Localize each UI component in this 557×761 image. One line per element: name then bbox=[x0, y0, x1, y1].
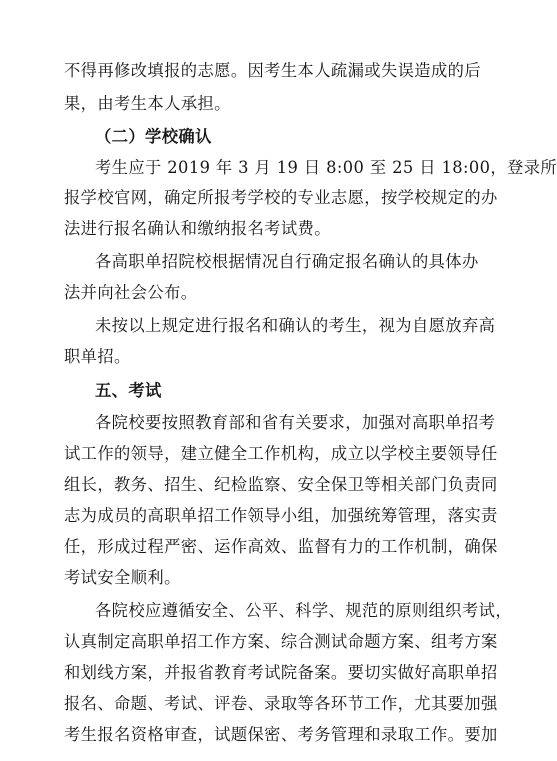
body-line: 法并向社会公布。 bbox=[64, 283, 198, 302]
body-line: 法进行报名确认和缴纳报名考试费。 bbox=[64, 219, 331, 238]
body-line: 考生报名资格审查，试题保密、考务管理和录取工作。要加 bbox=[64, 725, 498, 744]
body-line: 报名、命题、考试、评卷、录取等各环节工作，尤其要加强 bbox=[64, 694, 498, 713]
body-line: 和划线方案，并报省教育考试院备案。要切实做好高职单招 bbox=[64, 663, 498, 682]
body-line: 各院校应遵循安全、公平、科学、规范的原则组织考试， bbox=[95, 601, 513, 620]
body-line: 认真制定高职单招工作方案、综合测试命题方案、组考方案 bbox=[64, 632, 498, 651]
section-heading-exam: 五、考试 bbox=[95, 381, 162, 400]
section-heading-school-confirmation: （二）学校确认 bbox=[95, 127, 212, 146]
body-line: 职单招。 bbox=[64, 347, 131, 366]
body-line: 果，由考生本人承担。 bbox=[64, 94, 231, 113]
body-line: 不得再修改填报的志愿。因考生本人疏漏或失误造成的后 bbox=[64, 61, 482, 80]
body-line: 志为成员的高职单招工作领导小组，加强统筹管理，落实责 bbox=[64, 506, 498, 525]
body-line: 考试安全顺利。 bbox=[64, 568, 181, 587]
body-line: 组长，教务、招生、纪检监察、安全保卫等相关部门负责同 bbox=[64, 475, 498, 494]
body-line: 未按以上规定进行报名和确认的考生，视为自愿放弃高 bbox=[95, 316, 496, 335]
body-line: 任，形成过程严密、运作高效、监督有力的工作机制，确保 bbox=[64, 537, 498, 556]
body-line: 试工作的领导，建立健全工作机构，成立以学校主要领导任 bbox=[64, 444, 498, 463]
body-line: 各高职单招院校根据情况自行确定报名确认的具体办 bbox=[95, 252, 479, 271]
body-line: 报学校官网，确定所报考学校的专业志愿，按学校规定的办 bbox=[64, 188, 498, 207]
body-line: 各院校要按照教育部和省有关要求，加强对高职单招考 bbox=[95, 413, 496, 432]
body-line: 考生应于 2019 年 3 月 19 日 8:00 至 25 日 18:00，登录所 bbox=[95, 158, 557, 177]
